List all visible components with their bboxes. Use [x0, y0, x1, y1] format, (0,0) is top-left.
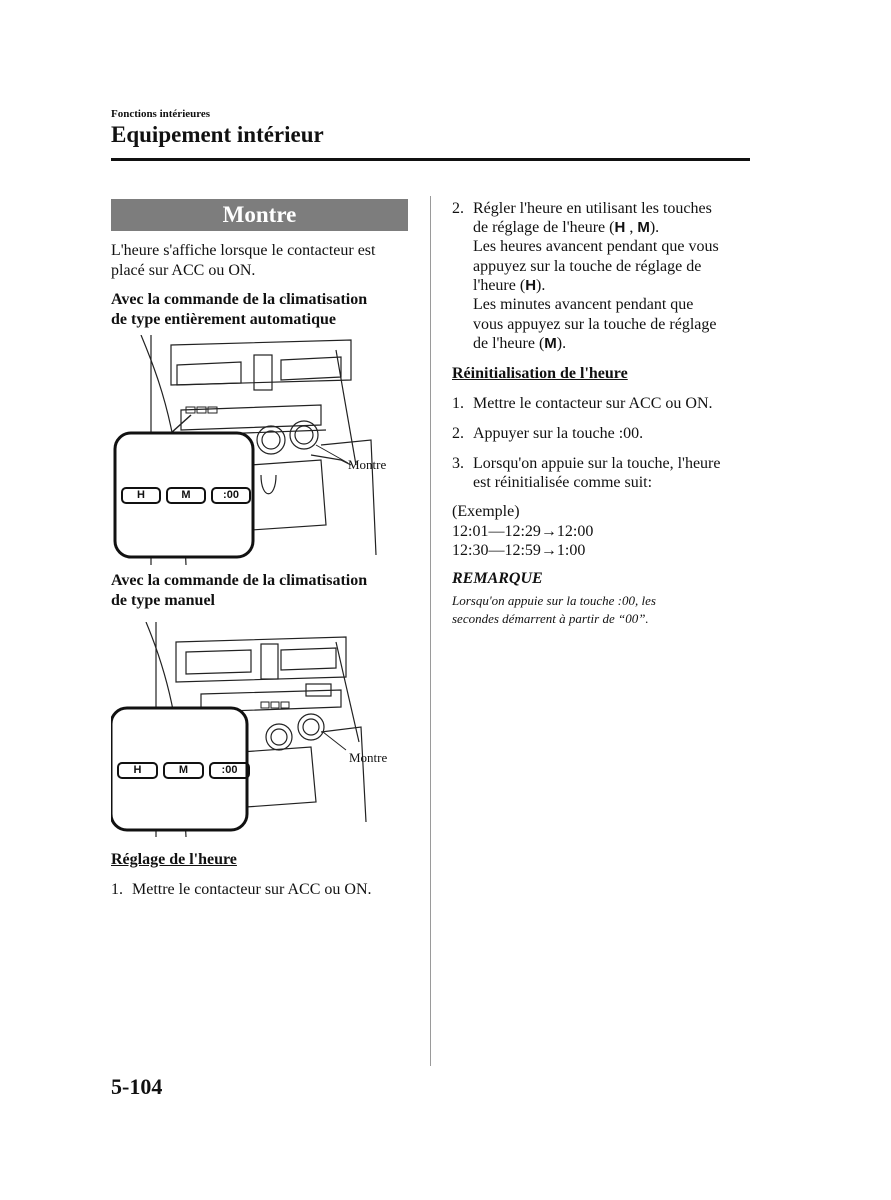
- hour-button: H: [121, 487, 161, 504]
- auto-heading-line-1: Avec la commande de la climatisation: [111, 291, 368, 308]
- reset-button: :00: [211, 487, 251, 504]
- example-label: (Exemple): [452, 503, 520, 520]
- page-title: Equipement intérieur: [111, 122, 324, 147]
- intro-line-1: L'heure s'affiche lorsque le contacteur est: [111, 242, 376, 259]
- note-title: REMARQUE: [452, 570, 543, 587]
- section-banner: Montre: [111, 199, 408, 231]
- setting-step-2-line-2: [473, 218, 659, 238]
- manual-heading-line-2: de type manuel: [111, 592, 215, 609]
- auto-button-row: [121, 487, 251, 504]
- step-text: Régler l'heure en utilisant les touches: [473, 200, 712, 217]
- setting-step-2-line-3: Les heures avancent pendant que vous: [473, 238, 719, 255]
- step-text: ).: [556, 335, 567, 352]
- reset-step-2: [452, 424, 643, 444]
- key-separator: ,: [625, 219, 638, 236]
- setting-step-2-line-5: [473, 276, 545, 296]
- setting-step-2-line-1: [452, 199, 712, 219]
- step-number: 3.: [452, 455, 464, 472]
- step-text: Appuyer sur la touche :00.: [473, 425, 644, 442]
- hour-button: H: [117, 762, 158, 779]
- manual-button-row: [117, 762, 250, 779]
- step-text: Lorsqu'on appuie sur la touche, l'heure: [473, 455, 721, 472]
- reset-step-1: [452, 394, 713, 414]
- step-text: ).: [649, 219, 660, 236]
- setting-heading: Réglage de l'heure: [111, 851, 237, 868]
- h-key-icon: H: [614, 219, 626, 236]
- intro-line-2: placé sur ACC ou ON.: [111, 262, 256, 279]
- step-text: Mettre le contacteur sur ACC ou ON.: [473, 395, 713, 412]
- step-number: 2.: [452, 425, 464, 442]
- minute-button: M: [166, 487, 206, 504]
- step-text: de l'heure (: [473, 335, 545, 352]
- auto-heading-line-2: de type entièrement automatique: [111, 311, 336, 328]
- m-key-icon: M: [544, 335, 557, 352]
- reset-step-3-line-1: [452, 454, 720, 474]
- manual-callout-label: Montre: [349, 750, 388, 765]
- example-line-1: 12:01―12:29→12:00: [452, 523, 594, 540]
- auto-climate-illustration: [111, 335, 409, 565]
- manual-climate-illustration: [111, 622, 409, 837]
- reset-button: :00: [209, 762, 250, 779]
- column-divider: [430, 196, 431, 1066]
- reset-step-3-line-2: est réinitialisée comme suit:: [473, 474, 653, 491]
- setting-step-2-line-7: vous appuyez sur la touche de réglage: [473, 316, 717, 333]
- note-line-2: secondes démarrent à partir de “00”.: [452, 611, 649, 626]
- step-text: Mettre le contacteur sur ACC ou ON.: [132, 881, 372, 898]
- title-rule: [111, 158, 750, 161]
- h-key-icon: H: [525, 277, 537, 294]
- reset-heading: Réinitialisation de l'heure: [452, 365, 628, 382]
- step-number: 2.: [452, 200, 464, 217]
- minute-button: M: [163, 762, 204, 779]
- step-number: 1.: [452, 395, 464, 412]
- setting-step-2-line-6: Les minutes avancent pendant que: [473, 296, 694, 313]
- setting-step-2-line-4: appuyez sur la touche de réglage de: [473, 258, 702, 275]
- auto-callout-label: Montre: [348, 457, 387, 472]
- manual-heading-line-1: Avec la commande de la climatisation: [111, 572, 368, 589]
- step-text: ).: [536, 277, 546, 294]
- step-text: l'heure (: [473, 277, 526, 294]
- example-line-2: 12:30―12:59→1:00: [452, 542, 586, 559]
- setting-step-1: [111, 880, 372, 900]
- note-line-1: Lorsqu'on appuie sur la touche :00, les: [452, 593, 656, 608]
- setting-step-2-line-8: [473, 334, 566, 354]
- m-key-icon: M: [637, 219, 650, 236]
- breadcrumb: Fonctions intérieures: [111, 108, 211, 120]
- step-text: de réglage de l'heure (: [473, 219, 615, 236]
- page-number: 5-104: [111, 1074, 163, 1099]
- step-number: 1.: [111, 881, 123, 898]
